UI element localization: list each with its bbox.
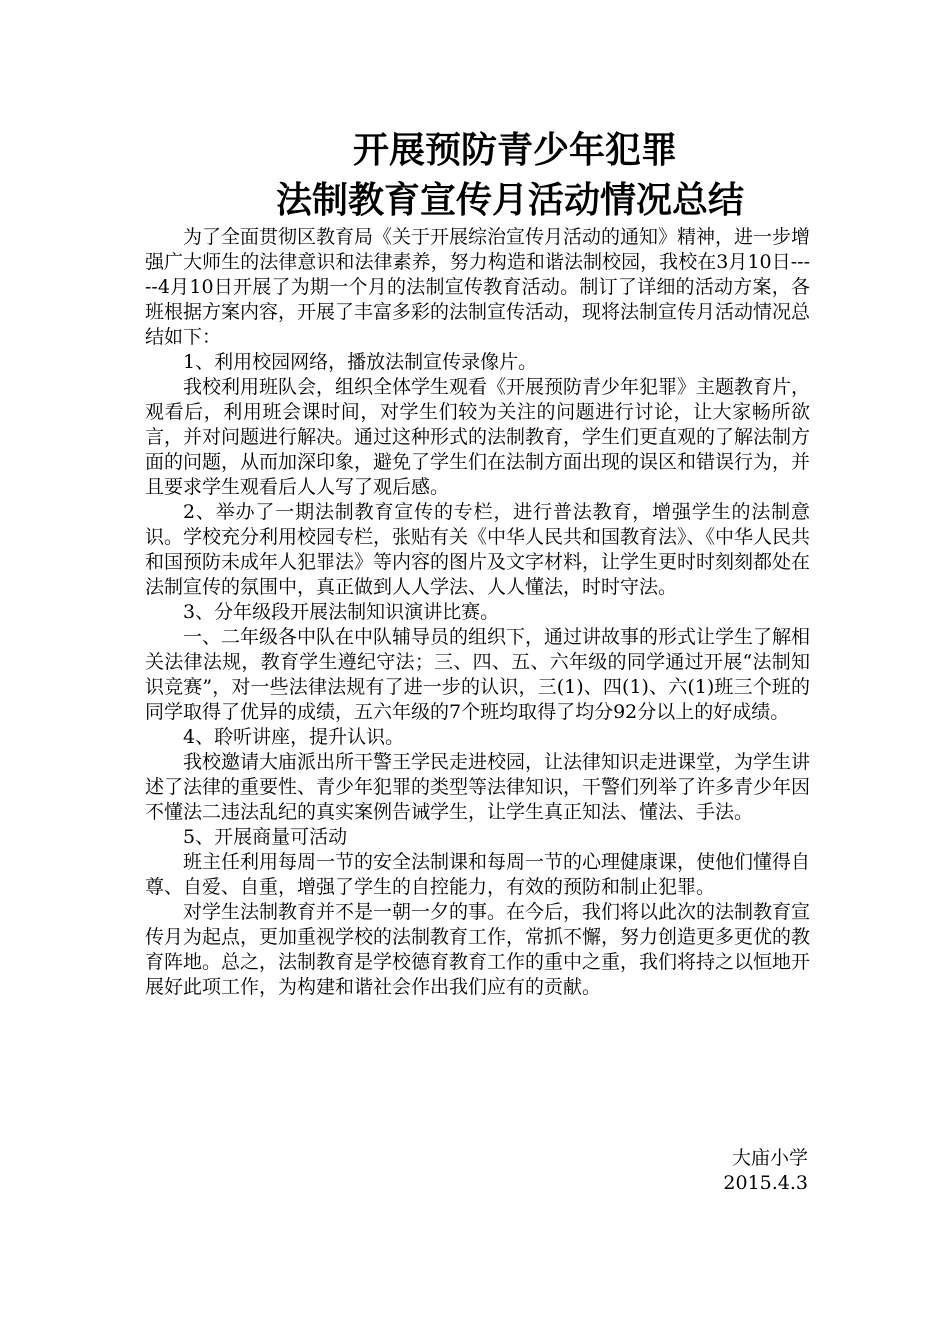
paragraph: 一、二年级各中队在中队辅导员的组织下，通过讲故事的形式让学生了解相关法律法规，教育学生遵纪守法；三、四、五、六年级的同学通过开展“法制知识竞赛”，对一些法律法规有了进一步的认识，三(1)、四(1)、六(1)班三个班的同学取得了优异的成绩，五六年级的7个班均取得了均分92分以上的好成绩。 bbox=[145, 626, 811, 723]
section-heading-3: 3、分年级段开展法制知识演讲比赛。 bbox=[183, 601, 500, 623]
paragraph-intro: 为了全面贯彻区教育局《关于开展综治宣传月活动的通知》精神，进一步增强广大师生的法律意识和法律素养，努力构造和谐法制校园，我校在3月10日-----4月10日开展了为期一个月的法制宣传教育活动。制订了详细的活动方案，各班根据方案内容，开展了丰富多彩的法制宣传活动，现将法制宣传月活动情况总结如下： bbox=[145, 226, 811, 348]
section-heading-1: 1、利用校园网络，播放法制宣传录像片。 bbox=[183, 351, 538, 373]
paragraph: 我校利用班队会，组织全体学生观看《开展预防青少年犯罪》主题教育片，观看后，利用班会课时间，对学生们较为关注的问题进行讨论，让大家畅所欲言，并对问题进行解决。通过这种形式的法制教育，学生们更直观的了解法制方面的问题，从而加深印象，避免了学生们在法制方面出现的误区和错误行为，并且要求学生观看后人人写了观后感。 bbox=[145, 376, 811, 498]
paragraph: 班主任利用每周一节的安全法制课和每周一节的心理健康课，使他们懂得自尊、自爱、自重，增强了学生的自控能力，有效的预防和制止犯罪。 bbox=[145, 851, 811, 898]
signature-block bbox=[723, 1146, 808, 1196]
section-heading-4: 4、聆听讲座，提升认识。 bbox=[183, 726, 405, 748]
paragraph: 我校邀请大庙派出所干警王学民走进校园，让法律知识走进课堂，为学生讲述了法律的重要性、青少年犯罪的类型等法律知识，干警们列举了许多青少年因不懂法二违法乱纪的真实案例告诫学生，让学生真正知法、懂法、手法。 bbox=[145, 751, 811, 823]
section-heading-2: 2、举办了一期法制教育宣传的专栏，进行普法教育，增强学生的法制意识。学校充分利用校园专栏，张贴有关《中华人民共和国教育法》、《中华人民共和国预防未成年人犯罪法》等内容的图片及文字材料，让学生更时时刻刻都处在法制宣传的氛围中，真正做到人人学法、人人懂法，时时守法。 bbox=[145, 501, 811, 598]
section-heading-5: 5、开展商量可活动 bbox=[183, 826, 348, 848]
paragraph-conclusion: 对学生法制教育并不是一朝一夕的事。在今后，我们将以此次的法制教育宣传月为起点，更加重视学校的法制教育工作，常抓不懈，努力创造更多更优的教育阵地。总之，法制教育是学校德育教育工作的重中之重，我们将持之以恒地开展好此项工作，为构建和谐社会作出我们应有的贡献。 bbox=[145, 901, 811, 998]
document-title bbox=[0, 126, 950, 226]
document-body bbox=[145, 225, 810, 1000]
signature-org: 大庙小学 bbox=[731, 1147, 808, 1169]
title-line-1: 开展预防青少年犯罪 bbox=[352, 130, 677, 171]
signature-date: 2015.4.3 bbox=[723, 1172, 808, 1194]
title-line-2: 法制教育宣传月活动情况总结 bbox=[275, 180, 744, 221]
